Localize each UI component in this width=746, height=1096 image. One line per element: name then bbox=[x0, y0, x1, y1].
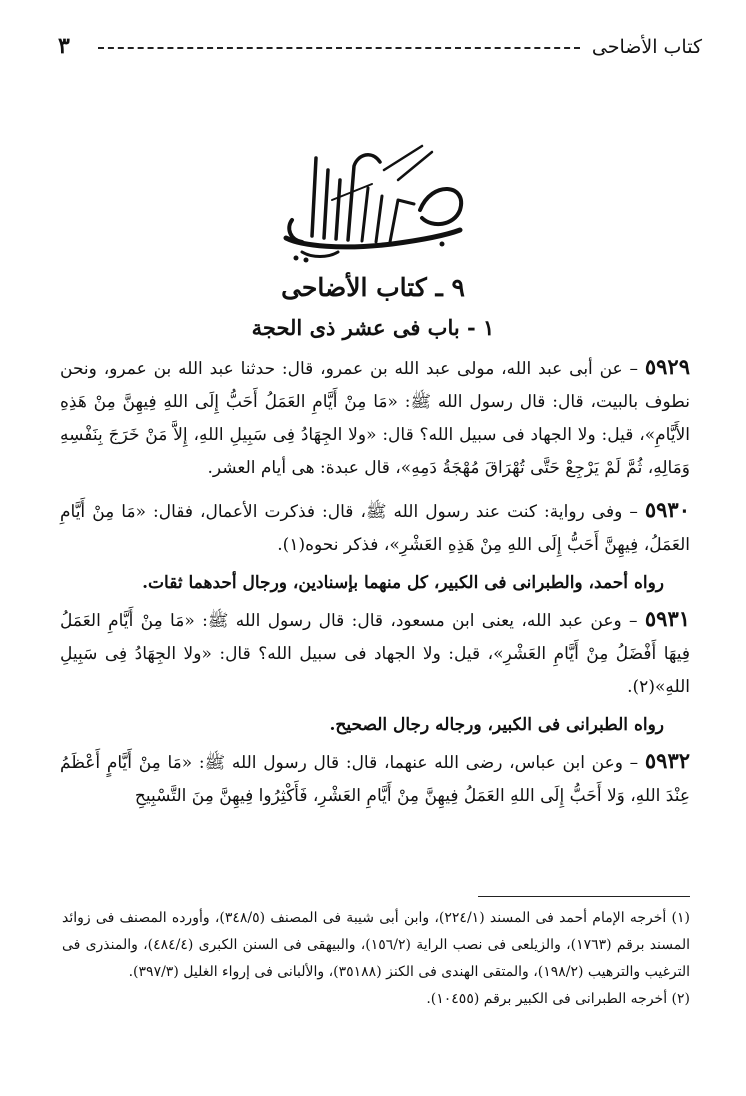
hadith-text: – وعن ابن عباس، رضى الله عنهما، قال: قال رسول الله ﷺ: «مَا مِنْ أَيَّامٍ أَعْظَمُ عِنْدَ اللهِ، وَلا أَحَبُّ إِلَى اللهِ العَمَلُ فِيهِنَّ مِنْ أَيَّامِ العَشْرِ، فَأَكْثِرُوا فِيهِنَّ مِنَ التَّسْبِيحِ bbox=[60, 753, 690, 806]
source-note: رواه أحمد، والطبرانى فى الكبير، كل منهما بإسنادين، ورجال أحدهما ثقات. bbox=[142, 573, 664, 593]
hadith-text: – عن أبى عبد الله، مولى عبد الله بن عمرو، قال: حدثنا عبد الله بن عمرو، ونحن نطوف بالبيت، قال: قال رسول الله ﷺ: «مَا مِنْ أَيَّامِ العَمَلُ أَحَبُّ إِلَى اللهِ فِيهِنَّ مِنْ هَذِهِ الأَيَّامِ»، قيل: ولا الجهاد فى سبيل الله؟ قال: «ولا الجِهَادُ فِى سَبِيلِ اللهِ، إِلاَّ مَنْ خَرَجَ بِنَفْسِهِ وَمَالِهِ، ثُمَّ لَمْ يَرْجِعْ حَتَّى تُهْرَاقَ مُهْجَةُ دَمِهِ»، قال عبدة: هى أيام العشر. bbox=[60, 359, 690, 478]
source-note: رواه الطبرانى فى الكبير، ورجاله رجال الصحيح. bbox=[329, 715, 664, 735]
hadith-text: – وفى رواية: كنت عند رسول الله ﷺ، قال: فذكرت الأعمال، فقال: «مَا مِنْ أَيَّامِ العَمَلُ، فِيهِنَّ أَحَبُّ إِلَى اللهِ مِنْ هَذِهِ العَشْرِ»، فذكر نحوه(١). bbox=[60, 502, 690, 555]
hadith-paragraph bbox=[60, 493, 690, 562]
running-header bbox=[58, 34, 702, 64]
hadith-number: ٥٩٣١ bbox=[644, 606, 691, 631]
hadith-paragraph bbox=[60, 602, 690, 704]
basmala-calligraphy bbox=[272, 140, 472, 265]
hadith-paragraph bbox=[60, 744, 690, 813]
footnote-rule bbox=[478, 896, 690, 897]
footnotes bbox=[62, 905, 690, 1013]
hadith-text: – وعن عبد الله، يعنى ابن مسعود، قال: قال رسول الله ﷺ: «مَا مِنْ أَيَّامِ العَمَلُ فِيهَا أَفْضَلُ مِنْ أَيَّامِ العَشْرِ»، قيل: ولا الجهاد فى سبيل الله؟ قال: «ولا الجِهَادُ فِى سَبِيلِ اللهِ»(٢). bbox=[60, 611, 690, 697]
book-title: كتاب الأضاحى bbox=[591, 36, 702, 58]
hadith-number: ٥٩٣٠ bbox=[644, 497, 690, 522]
hadith-number: ٥٩٢٩ bbox=[644, 354, 690, 379]
hadith-number: ٥٩٣٢ bbox=[644, 748, 691, 773]
footnote: (١) أخرجه الإمام أحمد فى المسند (٢٢٤/١)، وابن أبى شيبة فى المصنف (٣٤٨/٥)، وأورده المصنف فى زوائد المسند برقم (١٧٦٣)، والزيلعى فى نصب الراية (١٥٦/٢)، والبيهقى فى السنن الكبرى (٤٨٤/٤)، والمنذرى فى الترغيب والترهيب (١٩٨/٢)، والمتقى الهندى فى الكنز (٣٥١٨٨)، والألبانى فى إرواء الغليل (٣٩٧/٣). bbox=[62, 910, 691, 980]
main-text bbox=[60, 350, 690, 813]
header-dashed-rule bbox=[98, 47, 580, 49]
hadith-paragraph bbox=[60, 350, 690, 485]
footnote: (٢) أخرجه الطبرانى فى الكبير برقم (١٠٤٥٥). bbox=[426, 991, 690, 1007]
section-heading: ١ - باب فى عشر ذى الحجة bbox=[251, 315, 495, 340]
chapter-heading: ٩ ـ كتاب الأضاحى bbox=[281, 273, 465, 302]
page-number: ٣ bbox=[58, 33, 70, 59]
